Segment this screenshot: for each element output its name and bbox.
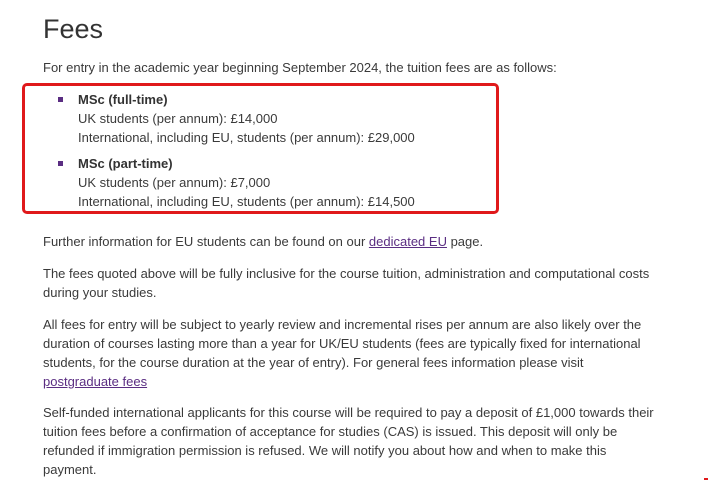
- fee-uk: UK students (per annum): £7,000: [78, 175, 271, 190]
- eu-info-before: Further information for EU students can be found on our: [43, 234, 369, 249]
- bullet-icon: [58, 161, 63, 166]
- fee-item-full-time: [78, 90, 498, 147]
- review-text: [43, 315, 663, 391]
- fee-title: MSc (full-time): [78, 92, 168, 107]
- review-body: All fees for entry will be subject to yearly review and incremental rises per annum are also likely over the duration of courses lasting more than a year for UK/EU students (fees are typically fixed for international students, for the course duration at the year of entry). For general fees information please visit: [43, 317, 642, 370]
- fee-item-part-time: [78, 154, 498, 211]
- inclusive-text: The fees quoted above will be fully inclusive for the course tuition, administration and computational costs during your studies.: [43, 266, 650, 300]
- intro-text: For entry in the academic year beginning September 2024, the tuition fees are as follows:: [43, 60, 557, 75]
- fee-title: MSc (part-time): [78, 156, 173, 171]
- fee-international: International, including EU, students (per annum): £29,000: [78, 130, 415, 145]
- deposit-text: Self-funded international applicants for this course will be required to pay a deposit of £1,000 towards their tuition fees before a confirmation of acceptance for studies (CAS) is issued. This deposit will only be refunded if immigration permission is refused. We will notify you about how and when to make this payment.: [43, 405, 654, 477]
- eu-info-after: page.: [446, 234, 484, 249]
- fee-uk: UK students (per annum): £14,000: [78, 111, 278, 126]
- postgraduate-fees-link[interactable]: postgraduate fees: [43, 374, 148, 389]
- edge-mark: [704, 478, 708, 480]
- page-title: Fees: [43, 14, 104, 44]
- bullet-icon: [58, 97, 63, 102]
- eu-info-text: [43, 232, 663, 251]
- dedicated-eu-link[interactable]: dedicated EU: [368, 234, 447, 249]
- fee-international: International, including EU, students (per annum): £14,500: [78, 194, 415, 209]
